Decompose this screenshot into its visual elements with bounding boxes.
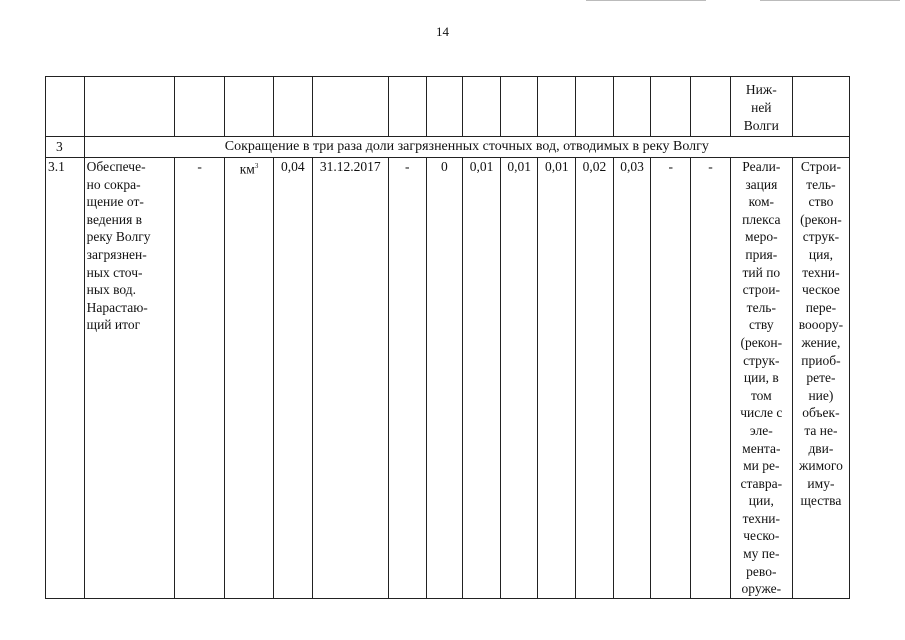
header-cell	[538, 77, 576, 137]
dash-cell: -	[691, 158, 731, 599]
section-row	[46, 137, 850, 158]
header-cell	[463, 77, 501, 137]
header-cell	[388, 77, 426, 137]
dash-cell: -	[388, 158, 426, 599]
river-name-header: Ниж- ней Волги	[730, 77, 792, 137]
dash-cell: -	[651, 158, 691, 599]
top-edge-rule	[586, 0, 706, 1]
value-cell: 0,01	[500, 158, 538, 599]
header-cell	[46, 77, 85, 137]
value-cell: 0,03	[613, 158, 651, 599]
program-table	[45, 76, 850, 599]
section-number: 3	[46, 137, 85, 158]
value-cell: 0	[426, 158, 463, 599]
header-cell	[651, 77, 691, 137]
value-cell: 0,02	[576, 158, 614, 599]
header-cell	[500, 77, 538, 137]
header-cell	[273, 77, 312, 137]
unit-cell: $км^3$	[225, 158, 274, 599]
header-cell	[84, 77, 175, 137]
header-cell	[792, 77, 849, 137]
value-cell: 0,01	[538, 158, 576, 599]
table-header-row	[46, 77, 850, 137]
indicator-name-cell: Обеспече- но сокра- щение от- ведения в реку Волгу загрязнен- ных сточ- ных вод. Нарастаю- щий итог	[84, 158, 175, 599]
base-value-cell: 0,04	[273, 158, 312, 599]
header-cell	[225, 77, 274, 137]
measure-description-cell: Реали- зация ком- плекса меро- прия- тий по строи- тель- ству (рекон- струк- ции, в том числе с эле- мента- ми ре- ставра- ции, техни- ческо- му пе- рево- оруже-	[730, 158, 792, 599]
header-cell	[576, 77, 614, 137]
section-title: Сокращение в три раза доли загрязненных сточных вод, отводимых в реку Волгу	[84, 137, 849, 158]
dash-cell: -	[175, 158, 225, 599]
value-cell: 0,01	[463, 158, 501, 599]
header-cell	[691, 77, 731, 137]
page-number: 14	[436, 24, 449, 39]
top-edge-rule	[760, 0, 900, 1]
object-description-cell: Строи- тель- ство (рекон- струк- ция, техни- ческое пере- вооору- жение, приоб- рете- ние) объек- та не- дви- жимого иму- щества	[792, 158, 849, 599]
header-cell	[613, 77, 651, 137]
table-row	[46, 158, 850, 599]
header-cell	[426, 77, 463, 137]
base-date-cell: 31.12.2017	[312, 158, 388, 599]
header-cell	[312, 77, 388, 137]
header-cell	[175, 77, 225, 137]
row-number: 3.1	[46, 158, 85, 599]
